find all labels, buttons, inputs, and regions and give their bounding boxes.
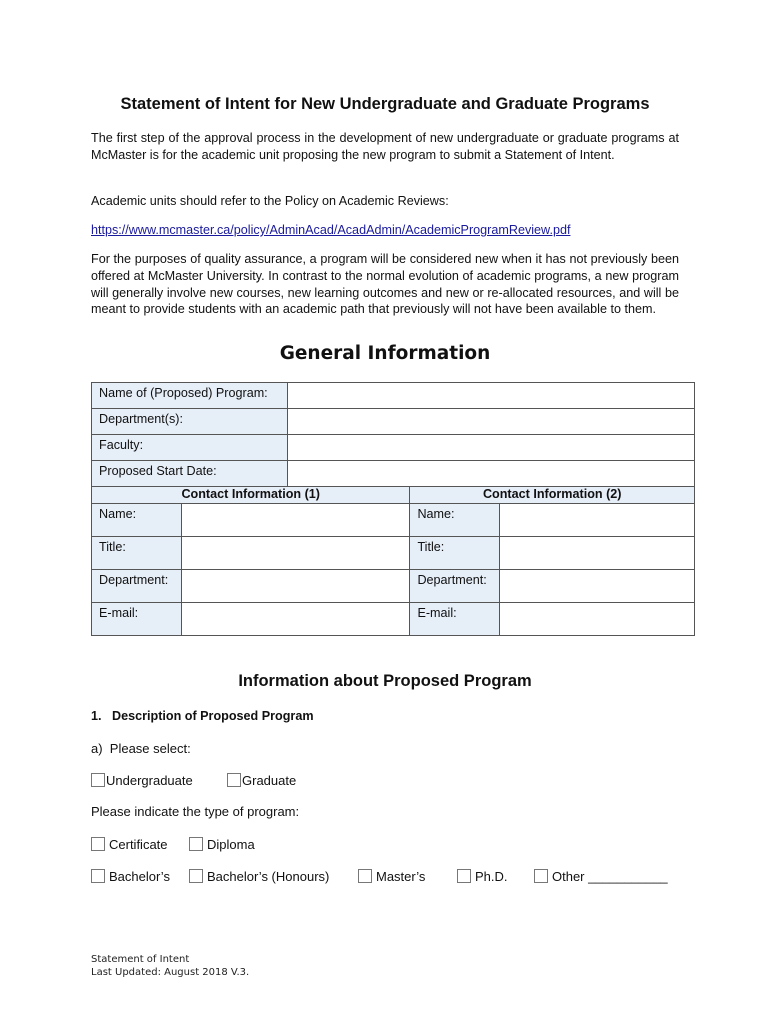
- option-label: Bachelor’s: [109, 868, 170, 884]
- option-certificate[interactable]: [91, 835, 168, 853]
- contact1-title-field[interactable]: [181, 537, 409, 570]
- contact2-title-label: Title:: [410, 537, 500, 570]
- option-bachelors[interactable]: [91, 867, 170, 885]
- diploma-checkbox[interactable]: [189, 837, 203, 851]
- masters-checkbox[interactable]: [358, 869, 372, 883]
- option-diploma[interactable]: [189, 835, 255, 853]
- contact1-name-label: Name:: [92, 504, 182, 537]
- contact1-name-field[interactable]: [181, 504, 409, 537]
- contact1-email-label: E-mail:: [92, 603, 182, 636]
- faculty-field[interactable]: [287, 435, 694, 461]
- undergraduate-checkbox[interactable]: [91, 773, 105, 787]
- general-information-heading: General Information: [279, 343, 491, 364]
- footer: [91, 954, 249, 979]
- start-date-label: Proposed Start Date:: [92, 461, 288, 487]
- contact2-title-field[interactable]: [500, 537, 695, 570]
- option-label: Bachelor’s (Honours): [207, 868, 330, 884]
- other-checkbox[interactable]: [534, 869, 548, 883]
- option-label: Other ___________: [552, 868, 668, 884]
- contact2-name-field[interactable]: [500, 504, 695, 537]
- option-label: Certificate: [109, 836, 168, 852]
- option-label: Diploma: [207, 836, 255, 852]
- contact2-name-label: Name:: [410, 504, 500, 537]
- option-undergraduate[interactable]: [91, 771, 193, 789]
- select-prompt: a) Please select:: [91, 741, 191, 756]
- option-bachelors-honours[interactable]: [189, 867, 329, 885]
- intro-paragraph: The first step of the approval process in the development of new undergraduate or graduate programs at McMaster is for the academic unit proposing the new program to submit a Statement of Intent.: [91, 131, 679, 162]
- departments-field[interactable]: [287, 409, 694, 435]
- contact2-department-label: Department:: [410, 570, 500, 603]
- option-phd[interactable]: [457, 867, 508, 885]
- general-information-table: [91, 382, 695, 636]
- contact2-email-label: E-mail:: [410, 603, 500, 636]
- policy-link[interactable]: https://www.mcmaster.ca/policy/AdminAcad/AcadAdmin/AcademicProgramReview.pdf: [91, 223, 571, 237]
- certificate-checkbox[interactable]: [91, 837, 105, 851]
- phd-checkbox[interactable]: [457, 869, 471, 883]
- departments-label: Department(s):: [92, 409, 288, 435]
- quality-assurance-paragraph: For the purposes of quality assurance, a program will be considered new when it has not previously been offered at McMaster University. In contrast to the normal evolution of academic programs, a new program will generally involve new courses, new learning outcomes and new or re-allocated resources, and will be meant to provide students with an academic path that previously will not have been available to them.: [91, 252, 679, 317]
- type-prompt: Please indicate the type of program:: [91, 804, 300, 819]
- contact1-email-field[interactable]: [181, 603, 409, 636]
- policy-link-container: [91, 222, 679, 239]
- contact2-header: Contact Information (2): [410, 487, 695, 504]
- faculty-label: Faculty:: [92, 435, 288, 461]
- option-label: Ph.D.: [475, 868, 508, 884]
- graduate-checkbox[interactable]: [227, 773, 241, 787]
- footer-doc-name: Statement of Intent: [91, 954, 190, 965]
- start-date-field[interactable]: [287, 461, 694, 487]
- option-masters[interactable]: [358, 867, 425, 885]
- footer-updated: Last Updated: August 2018 V.3.: [91, 966, 250, 978]
- option-label: Master’s: [376, 868, 426, 884]
- bachelors-honours-checkbox[interactable]: [189, 869, 203, 883]
- contact2-email-field[interactable]: [500, 603, 695, 636]
- option-label: Graduate: [242, 772, 297, 788]
- page-title: Statement of Intent for New Undergraduate and Graduate Programs: [120, 95, 650, 113]
- section-1-heading: 1. Description of Proposed Program: [91, 709, 314, 723]
- option-graduate[interactable]: [227, 771, 296, 789]
- program-info-heading: Information about Proposed Program: [238, 672, 532, 690]
- contact1-department-field[interactable]: [181, 570, 409, 603]
- contact1-title-label: Title:: [92, 537, 182, 570]
- policy-reference-text: Academic units should refer to the Policy on Academic Reviews:: [91, 194, 449, 208]
- program-name-label: Name of (Proposed) Program:: [92, 383, 288, 409]
- contact1-header: Contact Information (1): [92, 487, 410, 504]
- contact2-department-field[interactable]: [500, 570, 695, 603]
- option-label: Undergraduate: [106, 772, 193, 788]
- option-other[interactable]: [534, 867, 668, 885]
- program-name-field[interactable]: [287, 383, 694, 409]
- bachelors-checkbox[interactable]: [91, 869, 105, 883]
- contact1-department-label: Department:: [92, 570, 182, 603]
